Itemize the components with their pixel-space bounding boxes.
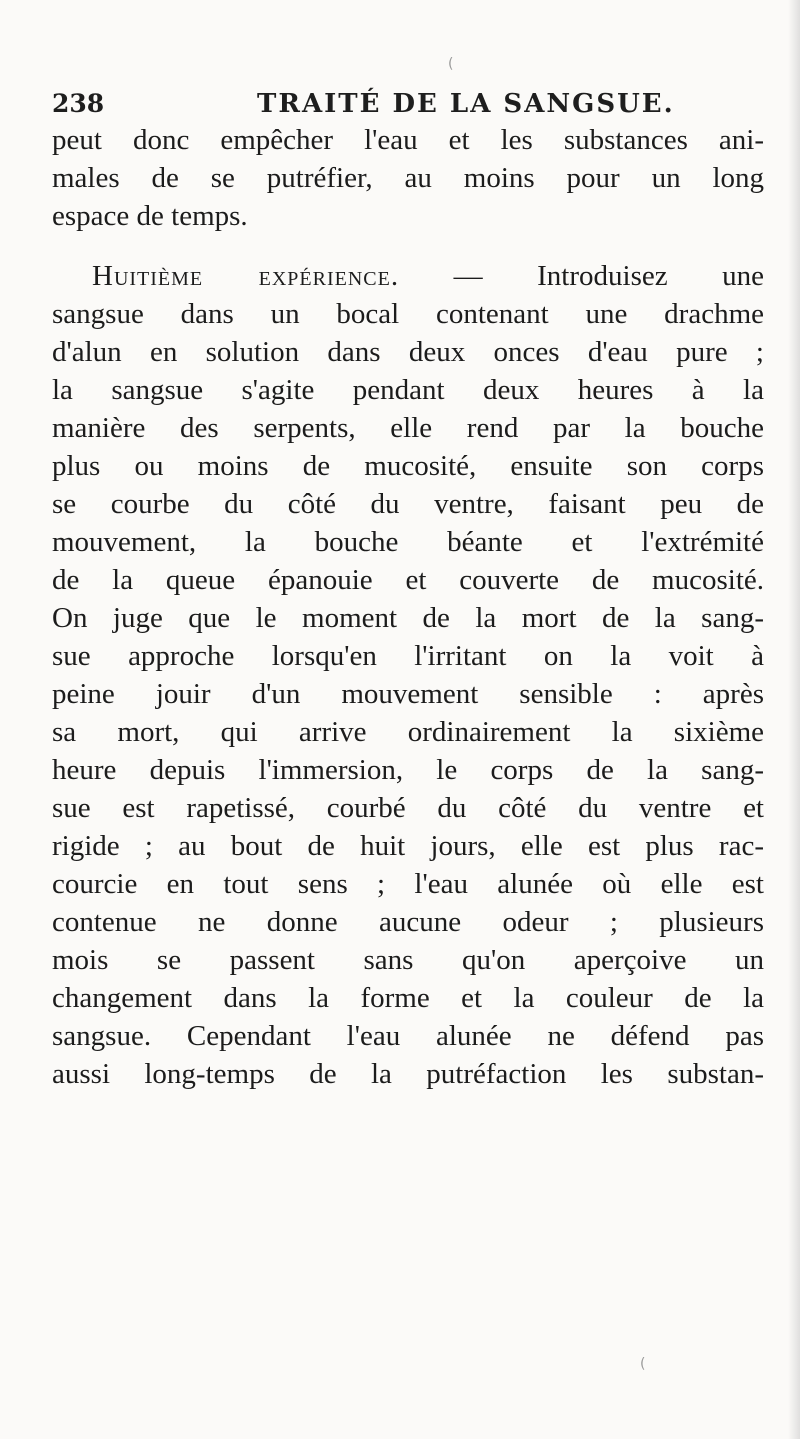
experiment-heading: Huitième expérience. — [92, 260, 400, 292]
text-line: espace de temps. — [52, 200, 248, 232]
text-line: courcie en tout sens ; l'eau alunée où elle est — [52, 868, 764, 900]
running-head — [52, 86, 752, 126]
paragraph-1 — [52, 121, 764, 235]
text-line: peut donc empêcher l'eau et les substances ani- — [52, 124, 764, 156]
page-number: 238 — [52, 89, 105, 118]
text-fragment: — Introduisez une — [453, 260, 764, 292]
text-line: heure depuis l'immersion, le corps de la sang- — [52, 754, 764, 786]
text-line: sangsue dans un bocal contenant une drachme — [52, 298, 764, 330]
text-line: manière des serpents, elle rend par la bouche — [52, 412, 764, 444]
text-line: sangsue. Cependant l'eau alunée ne défend pas — [52, 1020, 764, 1052]
text-line: changement dans la forme et la couleur de la — [52, 982, 764, 1014]
text-line: mois se passent sans qu'on aperçoive un — [52, 944, 764, 976]
text-line: peine jouir d'un mouvement sensible : après — [52, 678, 764, 710]
text-line: sue est rapetissé, courbé du côté du ventre et — [52, 792, 764, 824]
text-line: de la queue épanouie et couverte de mucosité. — [52, 564, 764, 596]
running-title: TRAITÉ DE LA SANGSUE. — [257, 89, 675, 119]
paragraph-2 — [52, 257, 764, 1093]
text-line: rigide ; au bout de huit jours, elle est plus rac- — [52, 830, 764, 862]
text-line: sa mort, qui arrive ordinairement la sixième — [52, 716, 764, 748]
scan-speck: ( — [640, 1356, 646, 1372]
text-line: plus ou moins de mucosité, ensuite son corps — [52, 450, 764, 482]
text-line: males de se putréfier, au moins pour un long — [52, 162, 764, 194]
body-text — [52, 121, 764, 1093]
text-line: d'alun en solution dans deux onces d'eau pure ; — [52, 336, 764, 368]
page-edge-shadow — [788, 0, 800, 1439]
text-line: On juge que le moment de la mort de la sang- — [52, 602, 764, 634]
text-line-heading — [52, 257, 764, 295]
text-line: contenue ne donne aucune odeur ; plusieurs — [52, 906, 764, 938]
text-line: se courbe du côté du ventre, faisant peu de — [52, 488, 764, 520]
text-line: la sangsue s'agite pendant deux heures à la — [52, 374, 764, 406]
text-line: sue approche lorsqu'en l'irritant on la voit à — [52, 640, 764, 672]
scan-speck: ( — [448, 56, 454, 72]
paragraph-spacer — [52, 235, 764, 257]
text-line: aussi long-temps de la putréfaction les substan- — [52, 1058, 764, 1090]
text-line: mouvement, la bouche béante et l'extrémité — [52, 526, 764, 558]
